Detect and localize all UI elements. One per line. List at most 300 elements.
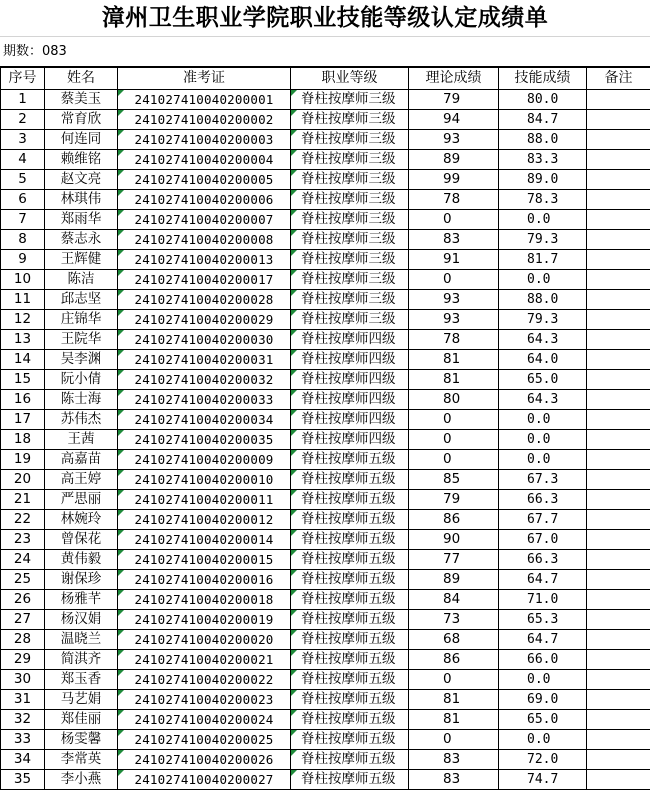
- cell-note[interactable]: [587, 510, 650, 530]
- cell-skill-score[interactable]: 0.0: [499, 410, 587, 430]
- cell-skill-score[interactable]: 66.3: [499, 490, 587, 510]
- cell-note[interactable]: [587, 310, 650, 330]
- cell-no[interactable]: 2: [1, 110, 45, 130]
- cell-note[interactable]: [587, 390, 650, 410]
- cell-theory-score[interactable]: 91: [409, 250, 499, 270]
- cell-name[interactable]: 阮小倩: [45, 370, 118, 390]
- cell-note[interactable]: [587, 370, 650, 390]
- cell-job-level[interactable]: [291, 470, 409, 490]
- cell-no[interactable]: 8: [1, 230, 45, 250]
- cell-theory-score[interactable]: 83: [409, 230, 499, 250]
- cell-note[interactable]: [587, 690, 650, 710]
- cell-note[interactable]: [587, 430, 650, 450]
- cell-name[interactable]: 邱志坚: [45, 290, 118, 310]
- cell-theory-score[interactable]: 89: [409, 570, 499, 590]
- table-row: [1, 130, 650, 150]
- cell-skill-score[interactable]: 83.3: [499, 150, 587, 170]
- cell-skill-score[interactable]: 67.0: [499, 530, 587, 550]
- text-number-warning-icon: [291, 450, 297, 456]
- cell-job-level[interactable]: [291, 410, 409, 430]
- header-theory-score[interactable]: 理论成绩: [409, 68, 499, 90]
- cell-theory-score[interactable]: 77: [409, 550, 499, 570]
- header-name[interactable]: 姓名: [45, 68, 118, 90]
- cell-exam-id[interactable]: [118, 370, 291, 390]
- cell-job-level[interactable]: [291, 450, 409, 470]
- cell-skill-score[interactable]: 88.0: [499, 130, 587, 150]
- cell-exam-id[interactable]: [118, 290, 291, 310]
- cell-no[interactable]: 31: [1, 690, 45, 710]
- cell-note[interactable]: [587, 350, 650, 370]
- table-row: [1, 590, 650, 610]
- cell-no[interactable]: 11: [1, 290, 45, 310]
- cell-skill-score[interactable]: 69.0: [499, 690, 587, 710]
- cell-skill-score[interactable]: 80.0: [499, 90, 587, 110]
- cell-name[interactable]: 蔡美玉: [45, 90, 118, 110]
- cell-name[interactable]: 简淇齐: [45, 650, 118, 670]
- text-number-warning-icon: [291, 530, 297, 536]
- cell-job-level[interactable]: [291, 230, 409, 250]
- cell-exam-id-text: 241027410040200015: [134, 552, 273, 567]
- cell-exam-id-text: 241027410040200012: [134, 512, 273, 527]
- cell-theory-score[interactable]: 79: [409, 90, 499, 110]
- cell-exam-id-text: 241027410040200022: [134, 672, 273, 687]
- cell-job-level[interactable]: [291, 610, 409, 630]
- period-label[interactable]: 期数：083: [0, 37, 650, 67]
- cell-job-level[interactable]: [291, 590, 409, 610]
- cell-note[interactable]: [587, 230, 650, 250]
- cell-no[interactable]: 6: [1, 190, 45, 210]
- cell-name[interactable]: 严思丽: [45, 490, 118, 510]
- cell-note[interactable]: [587, 750, 650, 770]
- cell-name[interactable]: 王院华: [45, 330, 118, 350]
- cell-exam-id-text: 241027410040200006: [134, 192, 273, 207]
- cell-theory-score[interactable]: 83: [409, 770, 499, 790]
- cell-note[interactable]: [587, 330, 650, 350]
- cell-skill-score[interactable]: 88.0: [499, 290, 587, 310]
- cell-exam-id[interactable]: [118, 130, 291, 150]
- cell-note[interactable]: [587, 610, 650, 630]
- text-number-warning-icon: [291, 510, 297, 516]
- cell-name[interactable]: 曾保花: [45, 530, 118, 550]
- header-note[interactable]: 备注: [587, 68, 650, 90]
- header-skill-score[interactable]: 技能成绩: [499, 68, 587, 90]
- cell-job-level[interactable]: [291, 670, 409, 690]
- cell-name[interactable]: 黄伟毅: [45, 550, 118, 570]
- cell-job-level[interactable]: [291, 550, 409, 570]
- cell-note[interactable]: [587, 270, 650, 290]
- cell-note[interactable]: [587, 470, 650, 490]
- cell-name[interactable]: 马艺娟: [45, 690, 118, 710]
- cell-exam-id[interactable]: [118, 90, 291, 110]
- cell-exam-id[interactable]: [118, 490, 291, 510]
- cell-theory-score[interactable]: 68: [409, 630, 499, 650]
- cell-exam-id[interactable]: [118, 510, 291, 530]
- cell-skill-score[interactable]: 0.0: [499, 430, 587, 450]
- cell-skill-score[interactable]: 64.3: [499, 390, 587, 410]
- cell-theory-score[interactable]: 81: [409, 690, 499, 710]
- header-no[interactable]: 序号: [1, 68, 45, 90]
- cell-no[interactable]: 29: [1, 650, 45, 670]
- cell-skill-score[interactable]: 66.0: [499, 650, 587, 670]
- cell-theory-score[interactable]: 79: [409, 490, 499, 510]
- cell-note[interactable]: [587, 730, 650, 750]
- cell-name[interactable]: 蔡志永: [45, 230, 118, 250]
- cell-theory-score[interactable]: 83: [409, 750, 499, 770]
- cell-exam-id-text: 241027410040200020: [134, 632, 273, 647]
- cell-exam-id[interactable]: [118, 110, 291, 130]
- cell-theory-score[interactable]: 90: [409, 530, 499, 550]
- cell-skill-score[interactable]: 79.3: [499, 310, 587, 330]
- cell-skill-score[interactable]: 84.7: [499, 110, 587, 130]
- cell-theory-score[interactable]: 93: [409, 290, 499, 310]
- cell-note[interactable]: [587, 710, 650, 730]
- cell-no[interactable]: 12: [1, 310, 45, 330]
- cell-name[interactable]: 杨雯馨: [45, 730, 118, 750]
- cell-skill-score[interactable]: 74.7: [499, 770, 587, 790]
- cell-note[interactable]: [587, 570, 650, 590]
- cell-exam-id[interactable]: [118, 690, 291, 710]
- cell-skill-score[interactable]: 67.7: [499, 510, 587, 530]
- cell-theory-score[interactable]: 81: [409, 370, 499, 390]
- cell-theory-score[interactable]: 0: [409, 410, 499, 430]
- cell-no[interactable]: 23: [1, 530, 45, 550]
- cell-theory-score[interactable]: 99: [409, 170, 499, 190]
- cell-name[interactable]: 林琪伟: [45, 190, 118, 210]
- cell-name[interactable]: 郑佳丽: [45, 710, 118, 730]
- cell-exam-id[interactable]: [118, 670, 291, 690]
- cell-no[interactable]: 14: [1, 350, 45, 370]
- text-number-warning-icon: [118, 750, 124, 756]
- cell-exam-id-text: 241027410040200030: [134, 332, 273, 347]
- cell-job-level[interactable]: [291, 730, 409, 750]
- cell-note[interactable]: [587, 250, 650, 270]
- cell-theory-score[interactable]: 73: [409, 610, 499, 630]
- cell-theory-score[interactable]: 86: [409, 510, 499, 530]
- cell-exam-id[interactable]: [118, 350, 291, 370]
- cell-exam-id[interactable]: [118, 250, 291, 270]
- cell-name[interactable]: 陈洁: [45, 270, 118, 290]
- cell-job-level[interactable]: [291, 290, 409, 310]
- cell-skill-score[interactable]: 0.0: [499, 210, 587, 230]
- cell-job-level[interactable]: [291, 130, 409, 150]
- cell-theory-score[interactable]: 0: [409, 210, 499, 230]
- cell-skill-score[interactable]: 0.0: [499, 670, 587, 690]
- text-number-warning-icon: [118, 710, 124, 716]
- cell-note[interactable]: [587, 650, 650, 670]
- table-row: [1, 630, 650, 650]
- cell-exam-id[interactable]: [118, 570, 291, 590]
- cell-exam-id[interactable]: [118, 650, 291, 670]
- cell-job-level[interactable]: [291, 650, 409, 670]
- cell-job-level[interactable]: [291, 350, 409, 370]
- cell-note[interactable]: [587, 290, 650, 310]
- cell-exam-id[interactable]: [118, 470, 291, 490]
- cell-no[interactable]: 26: [1, 590, 45, 610]
- cell-no[interactable]: 10: [1, 270, 45, 290]
- table-row: [1, 510, 650, 530]
- cell-note[interactable]: [587, 150, 650, 170]
- cell-name[interactable]: 温晓兰: [45, 630, 118, 650]
- cell-no[interactable]: 35: [1, 770, 45, 790]
- cell-no[interactable]: 19: [1, 450, 45, 470]
- cell-note[interactable]: [587, 110, 650, 130]
- cell-note[interactable]: [587, 630, 650, 650]
- cell-skill-score[interactable]: 65.0: [499, 370, 587, 390]
- text-number-warning-icon: [118, 670, 124, 676]
- cell-name[interactable]: 王辉健: [45, 250, 118, 270]
- cell-no[interactable]: 30: [1, 670, 45, 690]
- cell-job-level[interactable]: [291, 170, 409, 190]
- cell-skill-score[interactable]: 89.0: [499, 170, 587, 190]
- cell-theory-score[interactable]: 0: [409, 730, 499, 750]
- cell-name[interactable]: 庄锦华: [45, 310, 118, 330]
- cell-no[interactable]: 4: [1, 150, 45, 170]
- cell-job-level[interactable]: [291, 110, 409, 130]
- cell-exam-id-text: 241027410040200024: [134, 712, 273, 727]
- cell-job-level[interactable]: [291, 390, 409, 410]
- cell-theory-score[interactable]: 93: [409, 310, 499, 330]
- cell-skill-score[interactable]: 64.3: [499, 330, 587, 350]
- cell-name[interactable]: 高王婷: [45, 470, 118, 490]
- cell-theory-score[interactable]: 86: [409, 650, 499, 670]
- cell-name[interactable]: 陈士海: [45, 390, 118, 410]
- cell-exam-id-text: 241027410040200034: [134, 412, 273, 427]
- cell-note[interactable]: [587, 530, 650, 550]
- cell-no[interactable]: 18: [1, 430, 45, 450]
- cell-skill-score[interactable]: 64.7: [499, 630, 587, 650]
- table-row: [1, 470, 650, 490]
- cell-no[interactable]: 22: [1, 510, 45, 530]
- header-job-level[interactable]: 职业等级: [291, 68, 409, 90]
- cell-name[interactable]: 王茜: [45, 430, 118, 450]
- cell-job-level[interactable]: [291, 770, 409, 790]
- cell-note[interactable]: [587, 410, 650, 430]
- cell-exam-id[interactable]: [118, 730, 291, 750]
- cell-exam-id-text: 241027410040200025: [134, 732, 273, 747]
- cell-note[interactable]: [587, 130, 650, 150]
- table-row: [1, 90, 650, 110]
- cell-skill-score[interactable]: 67.3: [499, 470, 587, 490]
- cell-job-level-text: 脊柱按摩师五级: [301, 531, 396, 547]
- cell-name[interactable]: 赖维铭: [45, 150, 118, 170]
- table-row: [1, 230, 650, 250]
- cell-exam-id[interactable]: [118, 770, 291, 790]
- cell-exam-id-text: 241027410040200017: [134, 272, 273, 287]
- cell-skill-score[interactable]: 65.3: [499, 610, 587, 630]
- cell-no[interactable]: 24: [1, 550, 45, 570]
- text-number-warning-icon: [118, 390, 124, 396]
- text-number-warning-icon: [291, 650, 297, 656]
- table-row: [1, 550, 650, 570]
- cell-name[interactable]: 郑玉香: [45, 670, 118, 690]
- text-number-warning-icon: [291, 710, 297, 716]
- cell-exam-id-text: 241027410040200002: [134, 112, 273, 127]
- header-exam-id[interactable]: 准考证: [118, 68, 291, 90]
- cell-job-level-text: 脊柱按摩师五级: [301, 611, 396, 627]
- cell-name[interactable]: 杨雅芊: [45, 590, 118, 610]
- table-row: [1, 150, 650, 170]
- cell-no[interactable]: 1: [1, 90, 45, 110]
- cell-no[interactable]: 28: [1, 630, 45, 650]
- cell-exam-id[interactable]: [118, 150, 291, 170]
- cell-exam-id[interactable]: [118, 710, 291, 730]
- cell-exam-id[interactable]: [118, 430, 291, 450]
- cell-name[interactable]: 何连同: [45, 130, 118, 150]
- cell-no[interactable]: 16: [1, 390, 45, 410]
- cell-no[interactable]: 32: [1, 710, 45, 730]
- cell-name[interactable]: 郑雨华: [45, 210, 118, 230]
- cell-theory-score[interactable]: 0: [409, 450, 499, 470]
- cell-job-level[interactable]: [291, 510, 409, 530]
- cell-skill-score[interactable]: 0.0: [499, 450, 587, 470]
- cell-note[interactable]: [587, 90, 650, 110]
- cell-job-level[interactable]: [291, 250, 409, 270]
- cell-theory-score[interactable]: 0: [409, 430, 499, 450]
- cell-exam-id[interactable]: [118, 610, 291, 630]
- cell-exam-id[interactable]: [118, 410, 291, 430]
- text-number-warning-icon: [291, 190, 297, 196]
- cell-job-level[interactable]: [291, 90, 409, 110]
- cell-note[interactable]: [587, 770, 650, 790]
- cell-skill-score[interactable]: 81.7: [499, 250, 587, 270]
- cell-no[interactable]: 3: [1, 130, 45, 150]
- cell-theory-score[interactable]: 94: [409, 110, 499, 130]
- cell-theory-score[interactable]: 0: [409, 670, 499, 690]
- text-number-warning-icon: [291, 630, 297, 636]
- cell-exam-id[interactable]: [118, 630, 291, 650]
- cell-no[interactable]: 20: [1, 470, 45, 490]
- cell-note[interactable]: [587, 170, 650, 190]
- cell-no[interactable]: 33: [1, 730, 45, 750]
- cell-no[interactable]: 34: [1, 750, 45, 770]
- cell-exam-id[interactable]: [118, 310, 291, 330]
- cell-exam-id[interactable]: [118, 170, 291, 190]
- cell-job-level[interactable]: [291, 570, 409, 590]
- cell-no[interactable]: 7: [1, 210, 45, 230]
- cell-theory-score[interactable]: 81: [409, 710, 499, 730]
- cell-job-level[interactable]: [291, 310, 409, 330]
- header-row: [1, 68, 650, 90]
- cell-job-level[interactable]: [291, 490, 409, 510]
- cell-job-level-text: 脊柱按摩师三级: [301, 211, 396, 227]
- cell-job-level[interactable]: [291, 430, 409, 450]
- cell-exam-id[interactable]: [118, 210, 291, 230]
- cell-exam-id[interactable]: [118, 450, 291, 470]
- cell-no[interactable]: 17: [1, 410, 45, 430]
- cell-theory-score[interactable]: 81: [409, 350, 499, 370]
- cell-theory-score[interactable]: 84: [409, 590, 499, 610]
- cell-exam-id[interactable]: [118, 270, 291, 290]
- table-row: [1, 690, 650, 710]
- cell-no[interactable]: 5: [1, 170, 45, 190]
- cell-exam-id[interactable]: [118, 530, 291, 550]
- cell-name[interactable]: 苏伟杰: [45, 410, 118, 430]
- cell-job-level[interactable]: [291, 530, 409, 550]
- cell-job-level[interactable]: [291, 690, 409, 710]
- cell-skill-score[interactable]: 0.0: [499, 730, 587, 750]
- cell-theory-score[interactable]: 78: [409, 190, 499, 210]
- cell-name[interactable]: 赵文亮: [45, 170, 118, 190]
- cell-note[interactable]: [587, 670, 650, 690]
- cell-name[interactable]: 林婉玲: [45, 510, 118, 530]
- table-row: [1, 290, 650, 310]
- text-number-warning-icon: [118, 330, 124, 336]
- cell-no[interactable]: 25: [1, 570, 45, 590]
- cell-job-level[interactable]: [291, 330, 409, 350]
- cell-exam-id[interactable]: [118, 590, 291, 610]
- cell-job-level[interactable]: [291, 630, 409, 650]
- cell-theory-score[interactable]: 89: [409, 150, 499, 170]
- cell-name[interactable]: 常育欣: [45, 110, 118, 130]
- cell-job-level[interactable]: [291, 370, 409, 390]
- cell-name[interactable]: 李常英: [45, 750, 118, 770]
- cell-note[interactable]: [587, 190, 650, 210]
- cell-skill-score[interactable]: 78.3: [499, 190, 587, 210]
- cell-theory-score[interactable]: 80: [409, 390, 499, 410]
- cell-name[interactable]: 杨汉娟: [45, 610, 118, 630]
- cell-no[interactable]: 9: [1, 250, 45, 270]
- cell-exam-id-text: 241027410040200032: [134, 372, 273, 387]
- cell-job-level[interactable]: [291, 750, 409, 770]
- cell-skill-score[interactable]: 0.0: [499, 270, 587, 290]
- table-row: [1, 750, 650, 770]
- cell-theory-score[interactable]: 78: [409, 330, 499, 350]
- cell-exam-id[interactable]: [118, 230, 291, 250]
- cell-note[interactable]: [587, 450, 650, 470]
- cell-skill-score[interactable]: 65.0: [499, 710, 587, 730]
- cell-skill-score[interactable]: 79.3: [499, 230, 587, 250]
- text-number-warning-icon: [118, 410, 124, 416]
- text-number-warning-icon: [118, 430, 124, 436]
- text-number-warning-icon: [291, 110, 297, 116]
- cell-job-level[interactable]: [291, 190, 409, 210]
- cell-exam-id[interactable]: [118, 190, 291, 210]
- cell-exam-id[interactable]: [118, 330, 291, 350]
- cell-exam-id[interactable]: [118, 390, 291, 410]
- cell-no[interactable]: 15: [1, 370, 45, 390]
- cell-note[interactable]: [587, 210, 650, 230]
- cell-job-level[interactable]: [291, 150, 409, 170]
- text-number-warning-icon: [291, 570, 297, 576]
- cell-exam-id[interactable]: [118, 550, 291, 570]
- cell-theory-score[interactable]: 85: [409, 470, 499, 490]
- cell-no[interactable]: 13: [1, 330, 45, 350]
- cell-no[interactable]: 27: [1, 610, 45, 630]
- cell-skill-score[interactable]: 71.0: [499, 590, 587, 610]
- cell-job-level[interactable]: [291, 710, 409, 730]
- cell-no[interactable]: 21: [1, 490, 45, 510]
- cell-skill-score[interactable]: 72.0: [499, 750, 587, 770]
- cell-name[interactable]: 谢保珍: [45, 570, 118, 590]
- cell-skill-score[interactable]: 66.3: [499, 550, 587, 570]
- cell-theory-score[interactable]: 93: [409, 130, 499, 150]
- cell-name[interactable]: 李小燕: [45, 770, 118, 790]
- cell-name[interactable]: 高嘉苗: [45, 450, 118, 470]
- cell-skill-score[interactable]: 64.0: [499, 350, 587, 370]
- table-row: [1, 450, 650, 470]
- cell-skill-score[interactable]: 64.7: [499, 570, 587, 590]
- cell-job-level[interactable]: [291, 210, 409, 230]
- text-number-warning-icon: [291, 670, 297, 676]
- cell-note[interactable]: [587, 490, 650, 510]
- cell-note[interactable]: [587, 550, 650, 570]
- cell-exam-id[interactable]: [118, 750, 291, 770]
- cell-name[interactable]: 吴李渊: [45, 350, 118, 370]
- cell-job-level[interactable]: [291, 270, 409, 290]
- cell-theory-score[interactable]: 0: [409, 270, 499, 290]
- cell-note[interactable]: [587, 590, 650, 610]
- text-number-warning-icon: [118, 190, 124, 196]
